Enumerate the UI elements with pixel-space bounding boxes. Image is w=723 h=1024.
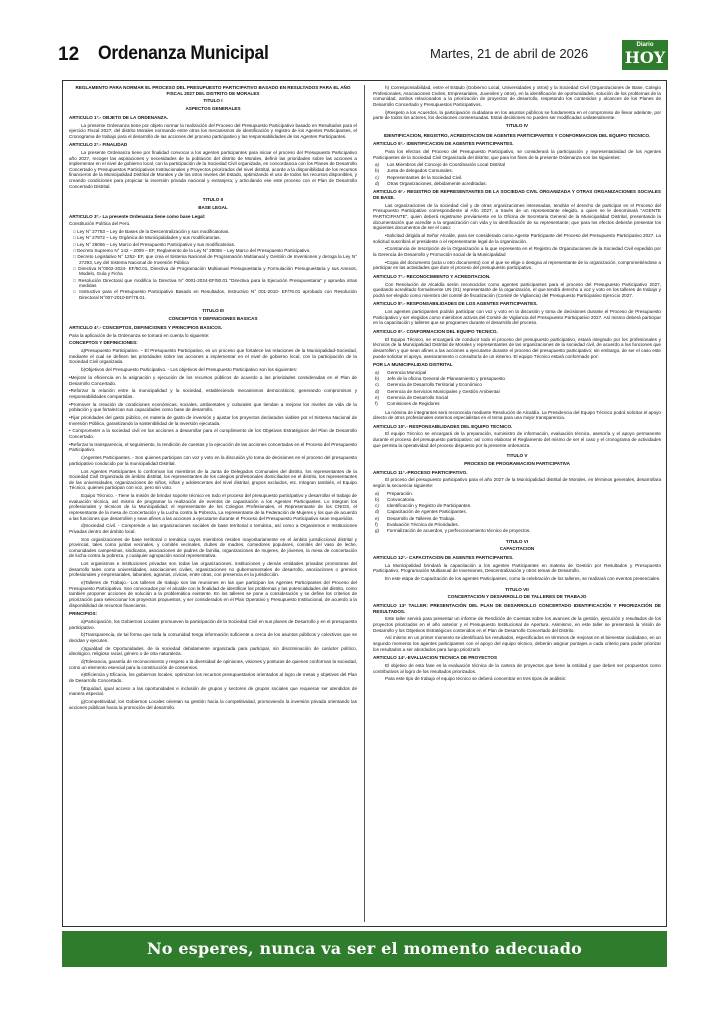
document-title: REGLAMENTO PARA NORMAR EL PROCESO DEL PRESUPUESTO PARTICIPATIVO BASADO EN RESULTADOS PARA EL AÑO FISCAL 2027 DEL DISTRITO DE MORALES [75, 85, 351, 96]
principle: f)Equidad, igual acceso a las oportunidades e inclusión de grupos y sectores de grupos sociales que requieran ser atendidos de manera especial. [69, 685, 357, 697]
list-item: •Fijar prioridades del gasto público, en materia de gasto de inversión y ajustar los proyectos declarados viables por el Sistema Nacional de Inversión Pública, garantizando la sostenibilidad de la inversión ejecutada. [69, 415, 357, 426]
list-item: • Comprometer a la sociedad civil en las acciones a desarrollar para el cumplimiento de los Objetivos Estratégicos del Plan de Desarrollo Concertado. [69, 428, 357, 440]
article-text: Las organizaciones de la sociedad civil y de otras organizaciones interesadas, tendrán el derecho de participar en el Proceso del Presupuesto Participativo correspondiente al Año 2027, a través de un representante elegido, a quien se le denominará "AGENTE PARTICIPANTE", quien deberá registrarse previamente en la Oficina de Secretaria General de la Municipalidad Distrital, presentando la documentación que acredite a la organización con vida y la identificación de su representante; que para los efectos deberán presentar los siguientes documentos de ser el caso: [373, 202, 661, 231]
footer-banner: No esperes, nunca va ser el momento adecuado [62, 931, 667, 967]
issue-date: Martes, 21 de abril de 2026 [430, 46, 589, 61]
article-text: Para los efectos del Proceso del Presupuesto Participativo, se considerará la participación y representatividad de los Agentes Participantes de la Sociedad Civil Organizada del distrito; que para los fines de la presente Ordenanza son los siguientes: [373, 148, 661, 160]
list-item: e) Gerencia de Desarrollo Social [375, 394, 449, 400]
list-item: •Constancia de Inscripción de la Organización a la que representa en el Registro de Organizaciones de la Sociedad Civil expedido por la Gerencia de Desarrollo y Promoción social de la Municipalidad [373, 246, 661, 257]
article-heading: ARTICULO 1°.- OBJETO DE LA ORDENANZA. [69, 114, 169, 120]
definition: Son organizaciones de base territorial o temática cuyos miembros residen mayoritariamente en el ámbito jurisdiccional distrital y provincial, tales como juntas vecinales, y comités vecinales, clubes de madres, comedores populares, comités del vaso de leche, comunidades campesinas, sindicatos, asociaciones de padres de familia, organizaciones de mujeres, de jóvenes, la mesa de concertación de lucha contra la pobreza, y cualquier agrupación social representativa. [69, 536, 357, 559]
newspaper-logo [622, 40, 668, 70]
definition: Equipo Técnico. - Tiene la misión de brindar soporte técnico en todo el proceso del presupuesto participativo y desarrollar el trabajo de evaluación técnica, así mismo de programar la realización de eventos de capacitación a los Agentes Participantes. Lo integran los profesionales y técnicos de la Municipalidad; el representante de los Colegios Profesionales, el Representante de los CNIGS, el representante de la mesa de Concertación y la Lucha contra la Pobreza, La representante de la Federación de Mujeres y los que de acuerdo a las funciones que desarrollen y sean afines a las acciones a ejecutarse durante el Proceso del Presupuesto Participativo sean requeridos. [69, 493, 357, 521]
list-item: •Promover la creación de condiciones económicas, sociales, ambientales y culturales que tiendan a mejorar los niveles de vida de la población y que fortalezcan sus capacidades como base de desarrollo. [69, 401, 357, 413]
definition: Los organismos e instituciones privadas son todas las organizaciones, instituciones y demás entidades privadas promotoras del desarrollo tales como universidades, asociaciones civiles, organizaciones no gubernamentales de desarrollo, asociaciones o gremios profesionales y empresariales, laborales, agrarias, cívicas, entre otras, con presencia en la jurisdicción. [69, 561, 357, 578]
list-item: f) Evaluación Técnica de Prioridades. [375, 521, 459, 527]
legal-base-list [69, 229, 357, 300]
list-item: •Mejorar la eficiencia en la asignación y ejecución de los recursos públicos de acuerdo a las prioridades consideradas en el Plan de Desarrollo Concertado. [69, 374, 357, 386]
article-text: Los agentes participantes podrán participar con voz y voto en la discusión y toma de decisiones durante el Proceso de Presupuesto Participativo y ser elegidos como miembros activos del Comité de Vigilancia del Presupuesto Participativo 2027. Así mismo deberá participar en la capacitación y talleres que se programen durante el desarrollo del proceso. [373, 309, 661, 326]
subheading: POR LA MUNICIPALIDAD DISTRITAL [373, 362, 453, 368]
definition: b)Objetivos del Presupuesto Participativo. - Los objetivos del Presupuesto Participativo son los siguientes: [81, 367, 298, 373]
list-item: c) Identificación y Registro de Participantes. [375, 503, 472, 509]
list-item: □ Ley N° 28056 – Ley Marco del Presupuesto Participativo y sus modificatorias. [73, 241, 236, 247]
article-heading: ARTICULO 3°.- La presente Ordenanza tiene como base Legal: [69, 213, 206, 219]
definition: d)Sociedad Civil. - Comprende a las organizaciones sociales de base territorial o temática, así como a Organismos e Instituciones Privadas dentro del ámbito local. [69, 523, 357, 534]
title-heading: TITULO I [203, 98, 223, 104]
article-text: En este etapa de Capacitación de los agentes Participantes, como la celebración de los talleres, se realizará con eventos presenciales. [385, 576, 661, 582]
title-name: PROCESO DE PROGRAMACION PARTICIPATIVA [464, 461, 570, 467]
article-heading: ARTICULO 5°.- IDENTIFICACION DE AGENTES PARTICIPANTES. [373, 141, 514, 147]
title-name: ASPECTOS GENERALES [185, 106, 241, 112]
title-name: BASE LEGAL [198, 205, 228, 211]
list-item: □ Decreto Supremo N° 142 – 2009 – EF, Reglamento de la Ley N° 28056 – Ley Marco del Presupuesto Participativo. [73, 247, 311, 253]
list-item: •Reforzar la transparencia, el seguimiento, la rendición de cuentas y la ejecución de las acciones concertadas en el Proceso del Presupuesto Participativo. [69, 441, 357, 453]
definition: e)Talleres de Trabajo.- Los talleres de trabajo son las reuniones en las que participan los Agentes Participantes del Proceso del Presupuesto Participativo. Son convocados por el alcalde con la finalidad de identificar los problemas y las potencialidades del distrito, como también proponer acciones de solución a la problemática existente. En los talleres se pone a consideración y se define los criterios de priorización para seleccionar los proyectos propuestos, y ser considerados en el Plan Operativo y Presupuesto Institucional, de acuerdo a la disponibilidad de recursos financieros. [69, 580, 357, 608]
article-heading: ARTICULO 10°.- RESPONSABILIDADES DEL EQUIPO TECNICO. [373, 423, 513, 429]
list-item: c) Gerencia de Desarrollo Territorial y Económico [375, 382, 482, 388]
ordinance-body [62, 80, 667, 927]
title-name: CONCEPTOS Y DEFINICIONES BASICAS [168, 316, 258, 322]
section-title: Ordenanza Municipal [98, 43, 269, 64]
list-item: b) Jefe de la oficina General de Planeamiento y presupuesto [375, 376, 505, 382]
list-item: g) Formalización de acuerdos, y perfeccionamiento técnico de proyectos. [375, 527, 531, 533]
list-item: f) Comisiones de Regidores [375, 400, 440, 406]
list-item: □ Resolución Directoral que modifica la Directiva N° 0001-2024-EF/50.01 "Directiva para la Ejecución Presupuestaria" y aprueba otras medidas [73, 277, 357, 289]
article-heading: ARTICULO 14°.-EVALUACION TECNICA DE PROYECTOS [373, 655, 498, 661]
article-text: La Municipalidad brindará la capacitación a los agentes Participantes en materia de Gestión por Resultados y Presupuesto Participativo, Programación Multianual de Inversiones, Descentralización y otros temas de Desarrollo. [373, 562, 661, 574]
title-name: CONCERTACION Y DESARROLLO DE TALLERES DE TRABAJO [447, 594, 587, 600]
article-text: El Equipo Técnico, se encargará de conducir todo el proceso del presupuesto participativo, estará integrado por los profesionales y técnicos de la Municipalidad Distrital de Morales y representantes de las organizaciones de la sociedad civil, de acuerdo a las funciones que desarrollen y que sean afines a las acciones a ejecutarse durante el proceso del presupuesto participativo; sin embargo, de ser el caso este puede solicitar el apoyo, asesoramiento o consultoría de un externo. El equipo Técnico estará conformado por: [373, 336, 661, 359]
article-text: Para la aplicación de la Ordenanza se tomará en cuenta lo siguiente: [69, 332, 210, 338]
definition: a)Presupuesto Participativo. – El Presupuesto Participativo, es un proceso que fortalece las relaciones de la Municipalidad-Sociedad, mediante el cual se definen las prioridades sobre las acciones a implementar en el nivel de gobierno local, con la participación de la Sociedad Civil organizada. [69, 348, 357, 365]
list-item: □ Ley N° 27783 – Ley de Bases de la Descentralización y sus modificatorias. [73, 229, 230, 235]
article-heading: ARTICULO 2°.- FINALIDAD [69, 142, 128, 148]
list-item: □ Instructivo para el Presupuesto Participativo Basado en Resultados, Instructivo N° 001-2010- EF/76.01 aprobado con Resolución Directoral N°007-2010-EF/76.01. [73, 289, 357, 300]
title-heading: TITULO V [506, 453, 528, 459]
list-item: a) Los Miembros del Concejo de Coordinación Local Distrital [375, 162, 505, 168]
article-heading: ARTICULO 6°.- REGISTRO DE REPRESENTANTES DE LA SOCIEDAD CIVIL ORGANIZADA Y OTRAS ORGANIZACIONES SOCIALES DE BASE. [373, 189, 661, 201]
list-item: □ Ley N° 27972 – Ley Orgánica de Municipalidades y sus modificatorias. [73, 235, 221, 241]
page-header [58, 40, 668, 68]
article-text: Con Resolución de Alcaldía serán reconocidos como agentes participantes para el proceso del Presupuesto Participativo 2027, quedando acreditado formalmente UN (01) representante de la organización, el que tendrá derecho a voz y voto en los talleres de trabajo y podrá ser elegido como miembro del comité de fiscalización (Comité de Vigilancia) del Presupuesto Participativo Ejercicio 2027. [373, 281, 661, 298]
article-text: La presente Ordenanza tiene por finalidad convocar a los agentes participantes para iniciar el proceso del Presupuesto Participativo año 2027, recoger las aspiraciones y necesidades de la población del distrito de Morales, definir las prioridades sobre las acciones a implementar en el nivel de gobierno local, con la participación de la Sociedad Civil organizada, en concordancia con los Planes de Desarrollo Concertado y Presupuestos Participativos Institucionales y Proyectos priorizados del nivel distrital, acorde a la disponibilidad de los recursos financieros de la Municipalidad Distrital de Morales y de los otros niveles del Estado, optimizando el uso de todos los recursos disponibles, y creando condiciones para propiciar la inversión privada nacional y extranjera; y articulando ese este proceso con el Plan de Desarrollo Concertado Distrital. [69, 150, 357, 189]
list-item: •Solicitud dirigida al Señor Alcalde, para ser considerado como Agente Participante del Proceso del Presupuesto Participativo 2027. La solicitud suscribirá el presidente o el representante legal de la organización. [373, 232, 661, 244]
principle: g)Competitividad, los Gobiernos Locales orientan su gestión hacia la competitividad, promoviendo la inversión privada orientando las acciones públicas hacia la promoción del desarrollo. [69, 699, 357, 710]
list-item: a) Preparación. [375, 490, 414, 496]
list-item: d) Otras Organizaciones, debidamente acreditadas. [375, 180, 487, 186]
article-text: La nómina de integrantes será reconocida mediante Resolución de Alcaldía. La Presidencia del Equipo Técnico podrá solicitar el apoyo directo de otros profesionales externos especialistas en el tema para una mejor transparencia. [373, 409, 661, 421]
right-column [373, 85, 661, 684]
article-text: El proceso del presupuesto participativo para el año 2027 de la Municipalidad distrital de Morales, en términos generales, desarrollara según la secuencia siguiente: [373, 477, 661, 488]
article-heading: ARTICULO 11°.-PROCESO PARTICIPATIVO. [373, 469, 468, 475]
list-item: •Reforzar la relación entre la municipalidad y la sociedad, estableciendo mecanismos democráticos, generando compromisos y responsabilidades compartidas. [69, 388, 357, 399]
article-text: El objetivo de esta fase es la evaluación técnica de la cartera de proyectos que tiene la entidad y que deben ser propuestos como contributivos al logro de los resultados priorizados. [373, 662, 661, 674]
definition: c)Agentes Participantes. - Son quienes participan con voz y voto en la discusión y/o toma de decisiones en el proceso del presupuesto participativo conducido por la municipalidad Distrital. [69, 455, 357, 466]
title-heading: TITULO VI [505, 538, 529, 544]
definition: Los Agentes Participantes lo conforman los miembros de la Junta de Delegados Comunales del distrito, los representantes de la Sociedad Civil Organizada de ámbito distrital, los representantes de los colegios profesionales domiciliados en el distrito, los representantes de las universidades, organizaciones de niños, niñas y adolescentes del nivel distrital, grupos excluidos, etc. Integran también, el Equipo Técnico, quienes participan con voz, pero sin voto. [69, 468, 357, 491]
article-text: Este taller servirá para presentar un informe de Rendición de Cuentas sobre los avances de la gestión, ejecución y resultados de los proyectos priorizados en el año anterior y el Presupuesto Institucional de Apertura. Asimismo, en este taller se presentará la Visión de Desarrollo y los Objetivos Estratégicos contenidos en el Plan de Desarrollo Concertado del Distrito. [373, 616, 661, 633]
article-text: Para este tipo de trabajo el equipo técnico se deberá concentrar en tres tipos de análisis: [385, 676, 567, 682]
list-item: c) Representantes de la Sociedad Civil. [375, 174, 463, 180]
title-heading: TITULO IV [505, 122, 529, 128]
article-text: La presente Ordenanza tiene por objeto normar la realización del Proceso del Presupuesto Participativo basado en Resultados para el ejercicio Fiscal 2027, del distrito Morales normando entre otros los mecanismos de identificación y registro de los Agentes Participantes, el Cronograma de trabajo para el desarrollo de las acciones del proceso participativo y las responsabilidades de los Agentes Participantes. [69, 122, 357, 139]
logo-main-text: HOY [624, 48, 666, 67]
article-heading: ARTICULO 7°.- RECONOCIMIENTO Y ACREDITACION. [373, 273, 491, 279]
left-column [69, 85, 357, 713]
subheading: CONCEPTOS Y DEFINICIONES: [69, 340, 138, 346]
list-item: □ Decreto Legislativo N° 1252- EF, que crea el Sistema Nacional de Programación Multianual y Gestión de Inversiones y deroga la Ley N° 27293, Ley del Sistema Nacional de Inversión Pública [73, 253, 357, 265]
article-heading: ARTICULO 4°.- CONCEPTOS, DEFINICIONES Y PRINCIPIOS BASICOS. [69, 324, 223, 330]
principle: d)Tolerancia, garantía de reconocimiento y respeto a la diversidad de opiniones, visiones y posturas de quienes conforman la sociedad, como un elemento esencial para la construcción de consensos. [69, 659, 357, 670]
subheading: PRINCIPIOS: [69, 611, 98, 617]
list-item: a) Gerencia Municipal [375, 369, 427, 375]
list-item: d) Capacitación de Agentes Participantes. [375, 509, 467, 515]
list-item: •Copia del documento (acta u otro documento) con el que se elige o designa al representante de la organización, comprometiéndose a participar en las actividades que dure el proceso del presupuesto participativo. [373, 259, 661, 271]
article-text: El equipo Técnico se encargará de la preparación, suministro de información, evaluación técnica, asesoría y el apoyo permanente durante el proceso del presupuesto participativo; así como elaborar el Reglamento del mismo de ser el caso y el cronograma de actividades que permita la operatividad del proceso dispuesto por la presente ordenanza. [373, 431, 661, 448]
title-heading: TITULO II [202, 197, 224, 203]
article-heading: ARTICULO 13° TALLER: PRESENTACIÓN DEL PLAN DE DESARROLLO CONCERTADO IDENTIFICACIÓN Y PRIORIZACIÓN DE RESULTADOS. [373, 603, 661, 614]
principle: h) Corresponsabilidad, entre el Estado (Gobierno Local, Universidades y otros) y la Sociedad Civil (Organizaciones de Base, Colegio Profesionales, Asociaciones Civiles, Empresariales, Juveniles y otros), en la identificación de oportunidades, solución de los problemas de la comunidad, ambos relacionados a la priorización de proyectos de desarrollo, respetando los contenidos y alcances de los Planes de Desarrollo Concertado y Presupuestos Participativos. [373, 85, 661, 107]
list-item: e) Desarrollo de Talleres de Trabajo. [375, 515, 456, 521]
list-item: □ Directiva N°0002-2024- EF/50.01, Directiva de Programación Multianual Presupuestaria y Formulación Presupuestaria y sus Anexos, Modelo, Guía y Ficha [73, 265, 358, 277]
article-heading: ARTICULO 12°.- CAPACITACION DE AGENTES PARTICIPANTES. [373, 554, 514, 560]
title-name: CAPACITACION [499, 546, 535, 552]
page-number: 12 [58, 44, 80, 65]
principle: i)Respeto a los Acuerdos, la participación ciudadana en los asuntos públicos se fundamenta en el compromiso de llevar adelante, por parte de todos los actores, los decisiones consensuadas. Estas decisiones no pueden ser modificadas unilateralmente. [373, 109, 661, 121]
list-item: d) Gerencia de Servicios Municipales y Gestión Ambiental [375, 388, 500, 394]
principle: b)Transparencia, de tal forma que toda la comunidad tenga información suficiente a cerca de los asuntos públicos y colectivos que se decidan y ejecuten. [69, 632, 357, 643]
list-item: b) Convocatoria. [375, 496, 416, 502]
article-heading: ARTICULO 8°.- RESPONSABILIDADES DE LOS AGENTES PARTICIPANTES. [373, 301, 538, 307]
principle: e)Eficiencia y Eficacia, los gobiernos locales, optimizan los recursos presupuestarios orientados al logro de metas y objetivos del Plan de Desarrollo Concertado. [69, 672, 357, 684]
title-name: IDENTIFICACION, REGISTRO, ACREDITACION DE AGENTES PARTICIPANTES Y CONFORMACION DEL EQUIPO TECNICO. [383, 132, 651, 138]
principle: c)Igualdad de Oportunidades, de la sociedad debidamente organizada para participar, sin discriminación de carácter político, ideológico, religioso racial, género o de otra naturaleza. [69, 645, 357, 657]
principle: a)Participación, los Gobiernos Locales promueven la participación de la Sociedad Civil en sus planes de Desarrollo y en el presupuesto participativo. [69, 618, 357, 630]
list-item: b) Junta de delegados Comunales. [375, 168, 453, 174]
logo-top-text: Diario [636, 42, 654, 48]
article-text: Así mismo en un primer momento se identificará los resultados, especificados en términos de mejoras en el bienestar ciudadano, en un segundo momento los agentes participantes con el apoyo del equipo técnico, deberán asignar puntajes a cada criterio para poder priorizar los resultados a ser abordados para luego priorizarlo [373, 635, 661, 652]
title-heading: TITULO VII [505, 586, 529, 592]
article-heading: ARTICULO 9°.- CONFORMACION DEL EQUIPO TECNICO. [373, 329, 498, 335]
title-heading: TITULO III [202, 308, 224, 314]
article-text: Constitución Política del Perú. [69, 221, 131, 227]
